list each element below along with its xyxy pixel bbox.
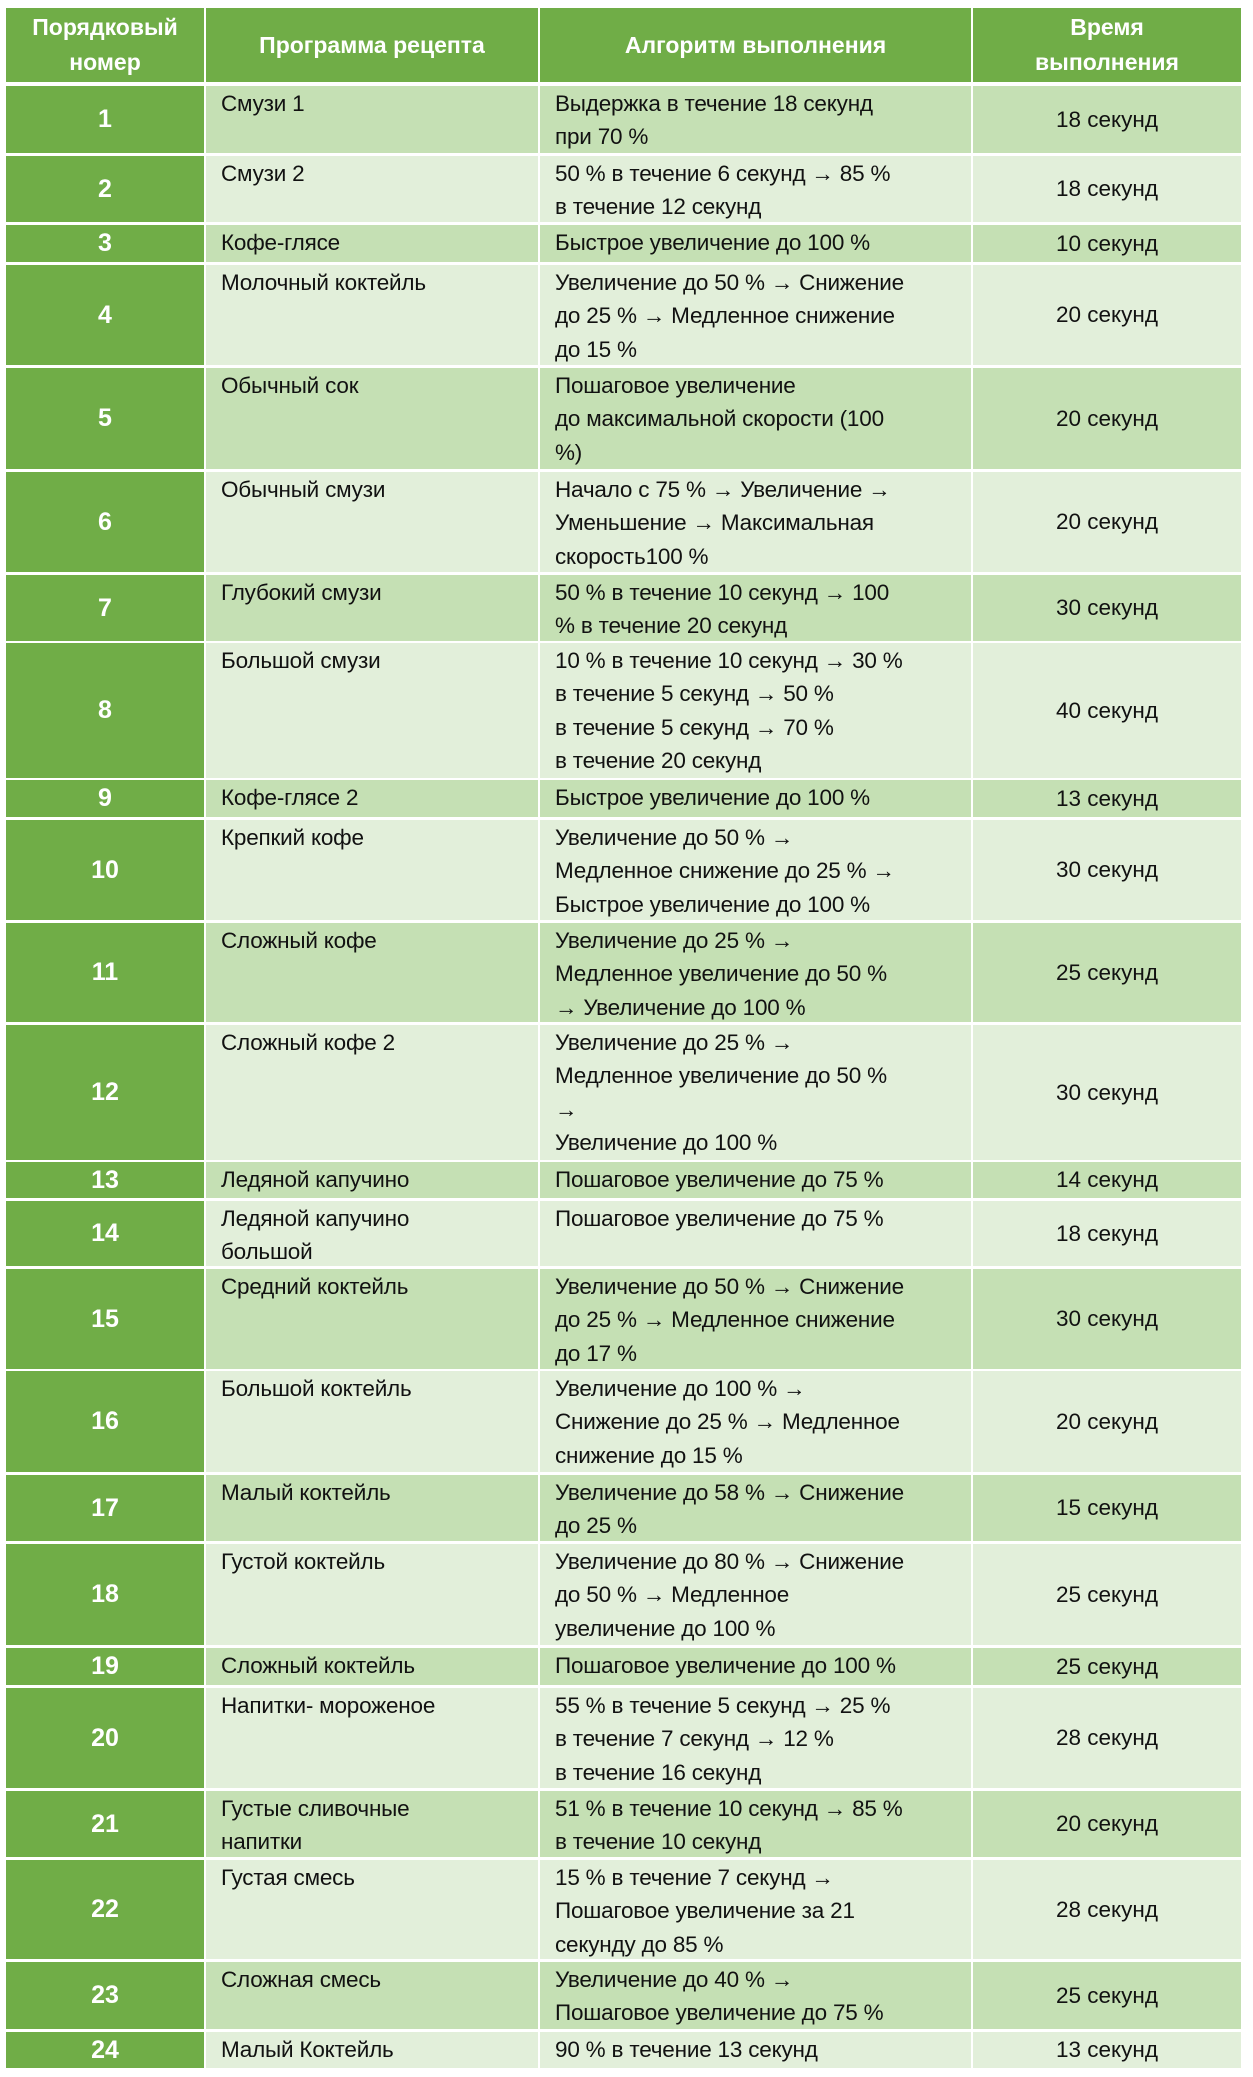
program-name-line: Обычный смузи (221, 477, 386, 502)
execution-time: 40 секунд (1056, 697, 1158, 723)
table-row-number-cell (6, 1791, 204, 1857)
table-row-number-cell (6, 472, 204, 572)
algorithm-line: в течение 12 секунд (555, 194, 762, 220)
table-row-time-cell (973, 1544, 1241, 1645)
program-name-line: Большой смузи (221, 648, 381, 673)
table-row-algorithm-cell (540, 1791, 971, 1857)
table-row-algorithm-cell (540, 1544, 971, 1645)
algorithm-line: → (555, 1096, 578, 1122)
table-row-time-cell (973, 1162, 1241, 1198)
table-row-program-cell (206, 643, 538, 778)
header-number-line1: Порядковый (32, 14, 178, 40)
program-name-line: Малый коктейль (221, 1480, 391, 1505)
table-row-number-cell (6, 368, 204, 469)
table-row-program-cell (206, 820, 538, 920)
execution-time: 25 секунд (1056, 959, 1158, 985)
table-row-algorithm-cell (540, 923, 971, 1022)
table-row-number-cell (6, 1648, 204, 1685)
table-row-program-cell (206, 1791, 538, 1857)
table-row-time-cell (973, 156, 1241, 222)
table-row-algorithm-cell (540, 1162, 971, 1198)
table-row-program-cell (206, 225, 538, 262)
algorithm-line: Выдержка в течение 18 секунд (555, 91, 873, 116)
table-row-program-cell (206, 1544, 538, 1645)
algorithm-line: Пошаговое увеличение до 75 % (555, 2000, 884, 2026)
table-row-algorithm-cell (540, 1025, 971, 1160)
table-row-program-cell (206, 1688, 538, 1788)
table-row-program-cell (206, 368, 538, 469)
algorithm-line: 50 % в течение 6 секунд → 85 % (555, 161, 891, 186)
table-row-number-cell (6, 1544, 204, 1645)
table-row-algorithm-cell (540, 225, 971, 262)
table-row-program-cell (206, 1162, 538, 1198)
table-row-algorithm-cell (540, 1962, 971, 2029)
table-row-algorithm-cell (540, 1201, 971, 1266)
table-row-algorithm-cell (540, 575, 971, 641)
program-name-line: Большой коктейль (221, 1376, 412, 1401)
table-row-number-cell (6, 265, 204, 365)
algorithm-line: Быстрое увеличение до 100 % (555, 230, 870, 255)
algorithm-line: 90 % в течение 13 секунд (555, 2037, 818, 2062)
program-name-line: Молочный коктейль (221, 270, 426, 295)
execution-time: 25 секунд (1056, 1581, 1158, 1607)
table-row-algorithm-cell (540, 2032, 971, 2068)
algorithm-line: Уменьшение → Максимальная (555, 510, 874, 536)
row-number: 23 (91, 1981, 119, 2009)
table-row-time-cell (973, 1962, 1241, 2029)
execution-time: 28 секунд (1056, 1725, 1158, 1750)
program-name-line: Напитки- мороженое (221, 1693, 436, 1718)
row-number: 2 (98, 174, 112, 203)
algorithm-line: в течение 5 секунд → 50 % (555, 681, 834, 707)
table-row-number-cell (6, 1201, 204, 1266)
algorithm-line: Увеличение до 50 % → (555, 825, 794, 850)
algorithm-line: Увеличение до 50 % → Снижение (555, 270, 904, 295)
algorithm-line: 51 % в течение 10 секунд → 85 % (555, 1796, 903, 1821)
row-number: 7 (98, 593, 112, 622)
table-row-time-cell (973, 820, 1241, 920)
header-number (6, 8, 204, 82)
table-row-program-cell (206, 780, 538, 817)
program-name-line: Сложная смесь (221, 1967, 381, 1992)
row-number: 11 (91, 958, 119, 986)
program-name-line: Сложный коктейль (221, 1653, 415, 1678)
row-number: 16 (91, 1407, 119, 1435)
row-number: 20 (91, 1723, 119, 1752)
table-row-time-cell (973, 1371, 1241, 1472)
header-number-line2: номер (69, 49, 141, 75)
algorithm-line: в течение 10 секунд (555, 1829, 762, 1855)
execution-time: 20 секунд (1056, 1811, 1158, 1836)
execution-time: 30 секунд (1056, 857, 1158, 882)
algorithm-line: скорость100 % (555, 543, 709, 569)
program-name-line: Ледяной капучино (221, 1167, 410, 1192)
algorithm-line: до максимальной скорости (100 (555, 406, 884, 432)
algorithm-line: Увеличение до 58 % → Снижение (555, 1480, 904, 1505)
table-row-number-cell (6, 643, 204, 778)
execution-time: 30 секунд (1056, 595, 1158, 620)
row-number: 4 (98, 300, 112, 329)
table-row-time-cell (973, 225, 1241, 262)
execution-time: 18 секунд (1056, 176, 1158, 201)
row-number: 9 (98, 784, 112, 812)
algorithm-line: Быстрое увеличение до 100 % (555, 785, 870, 810)
program-name-line: Ледяной капучино (221, 1206, 410, 1231)
table-row-number-cell (6, 575, 204, 641)
execution-time: 14 секунд (1056, 1167, 1158, 1192)
table-row-number-cell (6, 1475, 204, 1541)
execution-time: 20 секунд (1056, 405, 1158, 431)
execution-time: 20 секунд (1056, 509, 1158, 534)
row-number: 10 (91, 855, 119, 884)
execution-time: 10 секунд (1056, 230, 1158, 256)
program-name-line: Густой коктейль (221, 1549, 386, 1574)
row-number: 3 (98, 229, 112, 257)
table-row-number-cell (6, 1371, 204, 1472)
table-row-program-cell (206, 265, 538, 365)
table-row-number-cell (6, 820, 204, 920)
algorithm-line: Увеличение до 100 % (555, 1130, 778, 1156)
algorithm-line: Увеличение до 25 % → (555, 1030, 794, 1055)
table-row-time-cell (973, 1269, 1241, 1369)
program-name-line: Обычный сок (221, 373, 359, 398)
table-row-program-cell (206, 86, 538, 153)
algorithm-line: Увеличение до 50 % → Снижение (555, 1274, 904, 1299)
execution-time: 20 секунд (1056, 1408, 1158, 1434)
program-name-line: Крепкий кофе (221, 825, 364, 850)
row-number: 14 (91, 1219, 119, 1247)
row-number: 17 (91, 1493, 119, 1522)
algorithm-line: Медленное снижение до 25 % → (555, 858, 895, 884)
algorithm-line: в течение 7 секунд → 12 % (555, 1726, 834, 1752)
algorithm-line: Медленное увеличение до 50 % (555, 1063, 887, 1089)
algorithm-line: → Увеличение до 100 % (555, 994, 806, 1020)
program-name-line: Средний коктейль (221, 1274, 409, 1299)
algorithm-line: до 50 % → Медленное (555, 1582, 790, 1608)
table-row-algorithm-cell (540, 1688, 971, 1788)
header-time-line1: Время (1070, 14, 1144, 40)
table-row-number-cell (6, 923, 204, 1022)
table-row-time-cell (973, 2032, 1241, 2068)
algorithm-line: до 17 % (555, 1340, 637, 1366)
table-row-program-cell (206, 1201, 538, 1266)
program-name-line: Кофе-глясе (221, 230, 340, 255)
table-row-number-cell (6, 2032, 204, 2068)
program-name-line: Смузи 2 (221, 161, 305, 186)
execution-time: 18 секунд (1056, 1220, 1158, 1246)
table-row-number-cell (6, 1688, 204, 1788)
table-row-program-cell (206, 575, 538, 641)
row-number: 19 (91, 1652, 119, 1680)
algorithm-line: 55 % в течение 5 секунд → 25 % (555, 1693, 891, 1718)
program-name-line: Сложный кофе 2 (221, 1030, 395, 1055)
algorithm-line: Пошаговое увеличение за 21 (555, 1898, 855, 1924)
table-row-algorithm-cell (540, 1269, 971, 1369)
algorithm-line: до 25 % (555, 1513, 637, 1539)
table-row-time-cell (973, 643, 1241, 778)
algorithm-line: Пошаговое увеличение до 75 % (555, 1206, 884, 1231)
table-row-algorithm-cell (540, 265, 971, 365)
algorithm-line: до 25 % → Медленное снижение (555, 1307, 895, 1333)
algorithm-line: Пошаговое увеличение (555, 373, 796, 398)
table-row-number-cell (6, 1162, 204, 1198)
algorithm-line: секунду до 85 % (555, 1931, 724, 1957)
table-row-time-cell (973, 1025, 1241, 1160)
execution-time: 18 секунд (1056, 106, 1158, 132)
program-name-line: Кофе-глясе 2 (221, 785, 359, 810)
execution-time: 15 секунд (1056, 1495, 1158, 1520)
program-name-line: Смузи 1 (221, 91, 305, 116)
algorithm-line: снижение до 15 % (555, 1442, 743, 1468)
algorithm-line: до 25 % → Медленное снижение (555, 303, 895, 329)
algorithm-line: увеличение до 100 % (555, 1615, 776, 1641)
algorithm-line: до 15 % (555, 336, 637, 362)
table-row-number-cell (6, 1025, 204, 1160)
program-name-line: Густая смесь (221, 1865, 355, 1890)
table-row-algorithm-cell (540, 780, 971, 817)
table-row-time-cell (973, 86, 1241, 153)
algorithm-line: %) (555, 439, 583, 465)
execution-time: 25 секунд (1056, 1982, 1158, 2008)
header-program (206, 8, 538, 82)
table-row-time-cell (973, 265, 1241, 365)
row-number: 1 (98, 105, 112, 133)
algorithm-line: Увеличение до 100 % → (555, 1376, 806, 1401)
execution-time: 30 секунд (1056, 1079, 1158, 1105)
row-number: 21 (91, 1809, 119, 1838)
table-row-algorithm-cell (540, 1648, 971, 1685)
algorithm-line: в течение 5 секунд → 70 % (555, 714, 834, 740)
algorithm-line: Увеличение до 80 % → Снижение (555, 1549, 904, 1574)
header-time (973, 8, 1241, 82)
algorithm-line: Увеличение до 40 % → (555, 1967, 794, 1992)
table-row-algorithm-cell (540, 1475, 971, 1541)
program-name-line: Густые сливочные (221, 1796, 410, 1821)
algorithm-line: % в течение 20 секунд (555, 613, 788, 639)
algorithm-line: Пошаговое увеличение до 75 % (555, 1167, 884, 1192)
program-name-line: Сложный кофе (221, 928, 377, 953)
table-row-time-cell (973, 1475, 1241, 1541)
table-row-time-cell (973, 1791, 1241, 1857)
table-row-time-cell (973, 472, 1241, 572)
table-row-time-cell (973, 368, 1241, 469)
execution-time: 13 секунд (1056, 2037, 1158, 2062)
table-row-algorithm-cell (540, 86, 971, 153)
row-number: 13 (91, 1165, 119, 1194)
header-program-label: Программа рецепта (259, 31, 485, 58)
table-row-number-cell (6, 86, 204, 153)
table-row-time-cell (973, 780, 1241, 817)
row-number: 18 (91, 1580, 119, 1608)
table-row-program-cell (206, 1962, 538, 2029)
table-row-algorithm-cell (540, 1371, 971, 1472)
algorithm-line: Начало с 75 % → Увеличение → (555, 477, 891, 502)
program-name-line: большой (221, 1239, 313, 1265)
table-row-program-cell (206, 1648, 538, 1685)
table-row-program-cell (206, 923, 538, 1022)
header-time-line2: выполнения (1035, 49, 1179, 75)
row-number: 6 (98, 507, 112, 536)
table-row-time-cell (973, 1688, 1241, 1788)
table-row-time-cell (973, 923, 1241, 1022)
row-number: 5 (98, 404, 112, 432)
algorithm-line: 50 % в течение 10 секунд → 100 (555, 580, 890, 605)
table-row-time-cell (973, 1648, 1241, 1685)
table-row-program-cell (206, 1475, 538, 1541)
table-row-program-cell (206, 1269, 538, 1369)
table-row-time-cell (973, 1201, 1241, 1266)
algorithm-line: Пошаговое увеличение до 100 % (555, 1653, 896, 1678)
header-algorithm (540, 8, 971, 82)
row-number: 15 (91, 1304, 119, 1333)
program-name-line: Малый Коктейль (221, 2037, 394, 2062)
program-name-line: напитки (221, 1829, 303, 1855)
row-number: 22 (91, 1895, 119, 1923)
row-number: 8 (98, 696, 112, 724)
table-row-program-cell (206, 2032, 538, 2068)
table-row-number-cell (6, 1860, 204, 1959)
table-row-program-cell (206, 1025, 538, 1160)
table-row-program-cell (206, 156, 538, 222)
table-row-algorithm-cell (540, 820, 971, 920)
table-row-algorithm-cell (540, 643, 971, 778)
execution-time: 20 секунд (1056, 302, 1158, 327)
table-row-number-cell (6, 1962, 204, 2029)
table-row-algorithm-cell (540, 1860, 971, 1959)
algorithm-line: 10 % в течение 10 секунд → 30 % (555, 648, 903, 673)
table-row-number-cell (6, 780, 204, 817)
table-row-program-cell (206, 472, 538, 572)
header-algorithm-label: Алгоритм выполнения (624, 31, 887, 58)
table-row-number-cell (6, 1269, 204, 1369)
row-number: 24 (91, 2035, 119, 2064)
table-row-time-cell (973, 1860, 1241, 1959)
algorithm-line: Медленное увеличение до 50 % (555, 961, 887, 987)
table-row-program-cell (206, 1371, 538, 1472)
row-number: 12 (91, 1078, 119, 1106)
table-row-time-cell (973, 575, 1241, 641)
algorithm-line: при 70 % (555, 124, 649, 150)
table-row-algorithm-cell (540, 368, 971, 469)
algorithm-line: Снижение до 25 % → Медленное (555, 1409, 900, 1435)
program-name-line: Глубокий смузи (221, 580, 382, 605)
execution-time: 28 секунд (1056, 1896, 1158, 1922)
table-row-number-cell (6, 156, 204, 222)
table-row-program-cell (206, 1860, 538, 1959)
algorithm-line: Увеличение до 25 % → (555, 928, 794, 953)
execution-time: 30 секунд (1056, 1306, 1158, 1331)
algorithm-line: 15 % в течение 7 секунд → (555, 1865, 834, 1890)
execution-time: 25 секунд (1056, 1653, 1158, 1679)
algorithm-line: в течение 20 секунд (555, 748, 762, 774)
algorithm-line: Быстрое увеличение до 100 % (555, 891, 870, 917)
algorithm-line: в течение 16 секунд (555, 1759, 762, 1785)
table-row-algorithm-cell (540, 156, 971, 222)
table-row-algorithm-cell (540, 472, 971, 572)
execution-time: 13 секунд (1056, 785, 1158, 811)
table-row-number-cell (6, 225, 204, 262)
